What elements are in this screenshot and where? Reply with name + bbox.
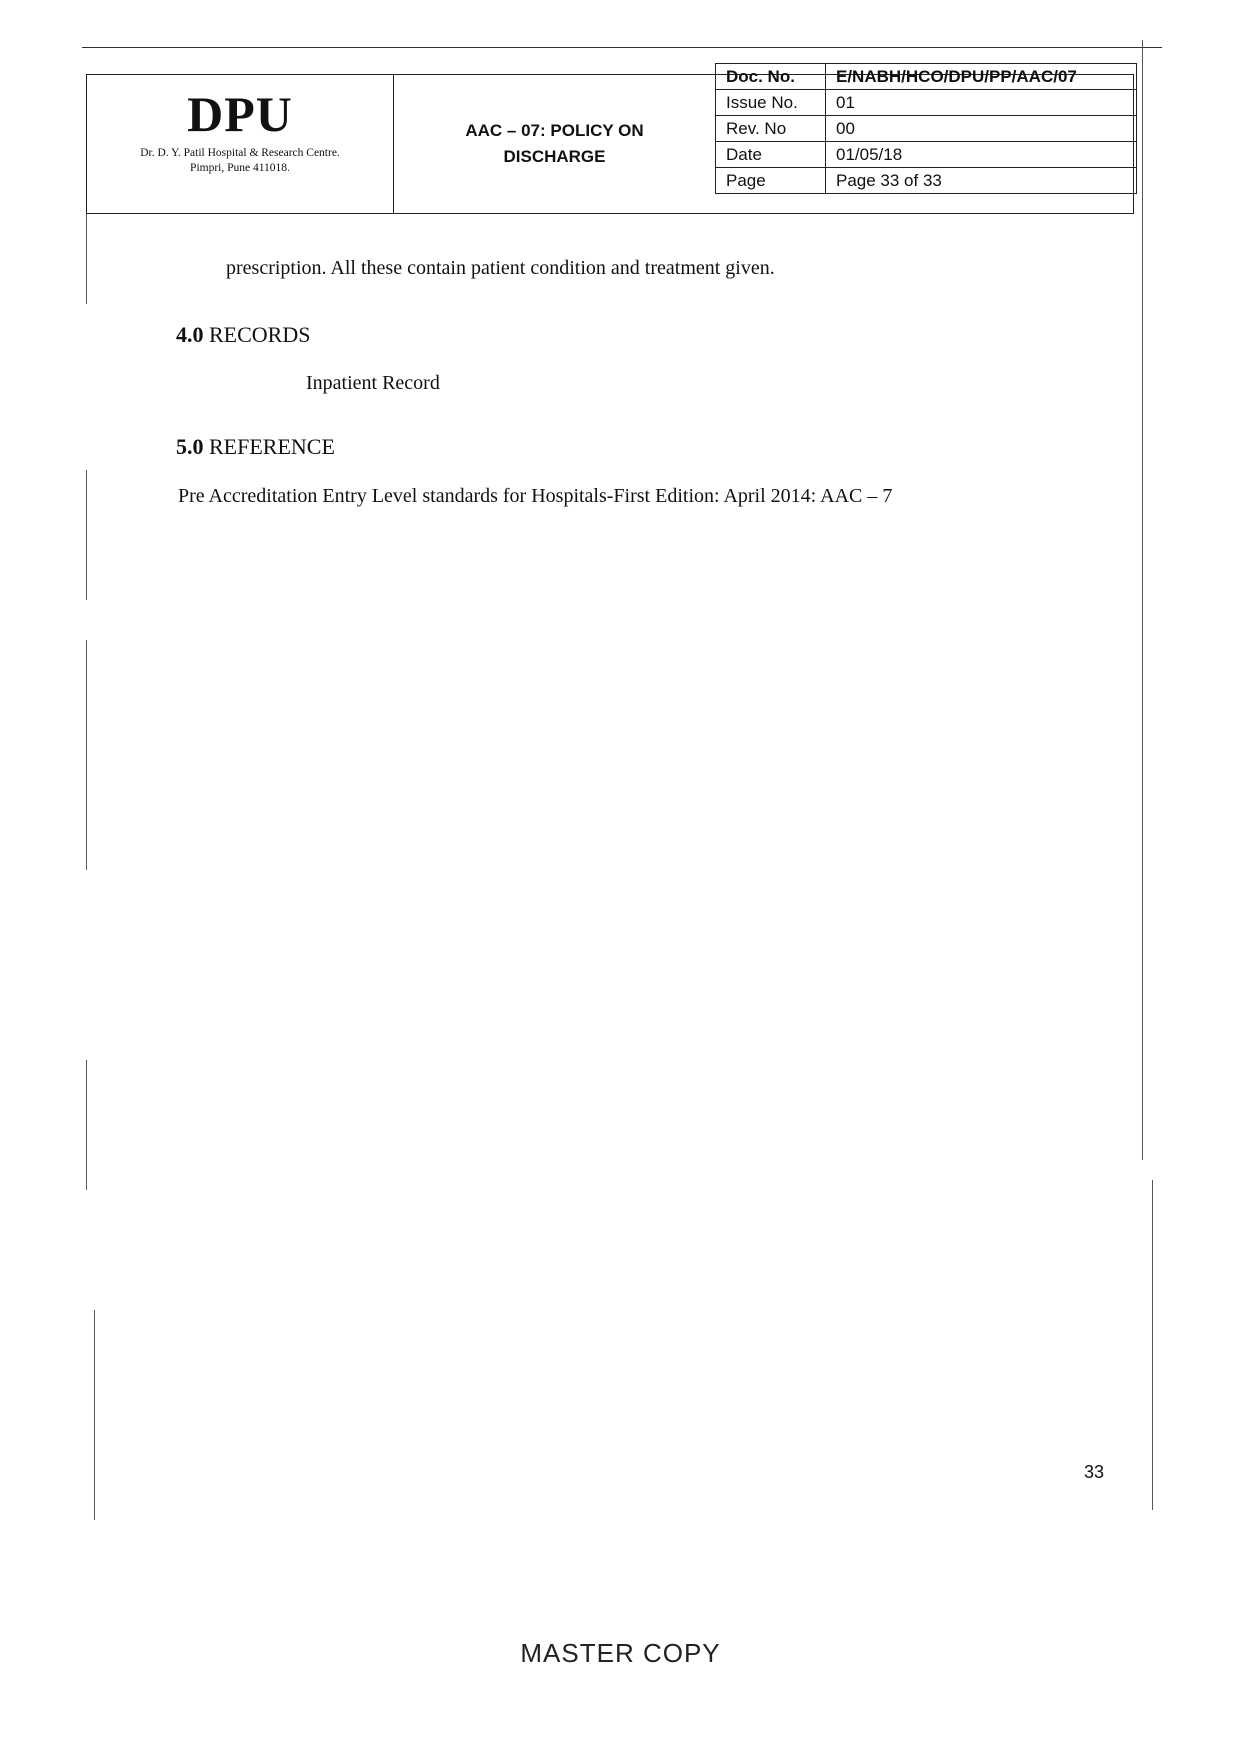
meta-label: Date — [716, 142, 826, 168]
left-margin-line — [86, 470, 87, 600]
dpu-logo: DPU — [187, 86, 293, 142]
meta-label: Doc. No. — [716, 64, 826, 90]
reference-text: Pre Accreditation Entry Level standards for Hospitals-First Edition: April 2014: AAC – 7 — [178, 485, 893, 507]
meta-value: 01/05/18 — [826, 142, 1137, 168]
master-copy-stamp: MASTER COPY — [520, 1638, 721, 1668]
document-header — [86, 66, 1134, 214]
top-rule — [82, 47, 1162, 48]
right-margin-line — [1142, 40, 1143, 1160]
meta-label: Rev. No — [716, 116, 826, 142]
section-number: 4.0 — [176, 322, 204, 347]
section-title: REFERENCE — [209, 434, 335, 459]
meta-row — [716, 116, 1137, 142]
meta-value: Page 33 of 33 — [826, 168, 1137, 194]
meta-row — [716, 90, 1137, 116]
meta-row — [716, 168, 1137, 194]
policy-title — [394, 75, 715, 213]
document-meta-table — [715, 63, 1137, 194]
section-number: 5.0 — [176, 434, 204, 459]
policy-title-line2: DISCHARGE — [503, 147, 606, 166]
left-margin-line — [86, 214, 87, 304]
page-number: 33 — [1084, 1462, 1105, 1482]
logo-cell — [87, 75, 394, 213]
left-margin-line — [94, 1310, 95, 1520]
policy-title-line1: AAC – 07: POLICY ON — [465, 121, 644, 140]
hospital-address: Pimpri, Pune 411018. — [190, 162, 290, 174]
hospital-name: Dr. D. Y. Patil Hospital & Research Centre. — [140, 147, 340, 159]
left-margin-line — [86, 1060, 87, 1190]
meta-label: Page — [716, 168, 826, 194]
left-margin-line — [86, 640, 87, 870]
records-text: Inpatient Record — [306, 372, 440, 394]
meta-label: Issue No. — [716, 90, 826, 116]
meta-value: E/NABH/HCO/DPU/PP/AAC/07 — [826, 64, 1137, 90]
right-margin-line-lower — [1152, 1180, 1153, 1510]
section-reference-heading — [176, 434, 335, 460]
meta-row — [716, 142, 1137, 168]
meta-value: 01 — [826, 90, 1137, 116]
meta-row — [716, 64, 1137, 90]
meta-value: 00 — [826, 116, 1137, 142]
section-records-heading — [176, 322, 310, 348]
section-title: RECORDS — [209, 322, 311, 347]
continuation-text: prescription. All these contain patient condition and treatment given. — [226, 257, 775, 279]
